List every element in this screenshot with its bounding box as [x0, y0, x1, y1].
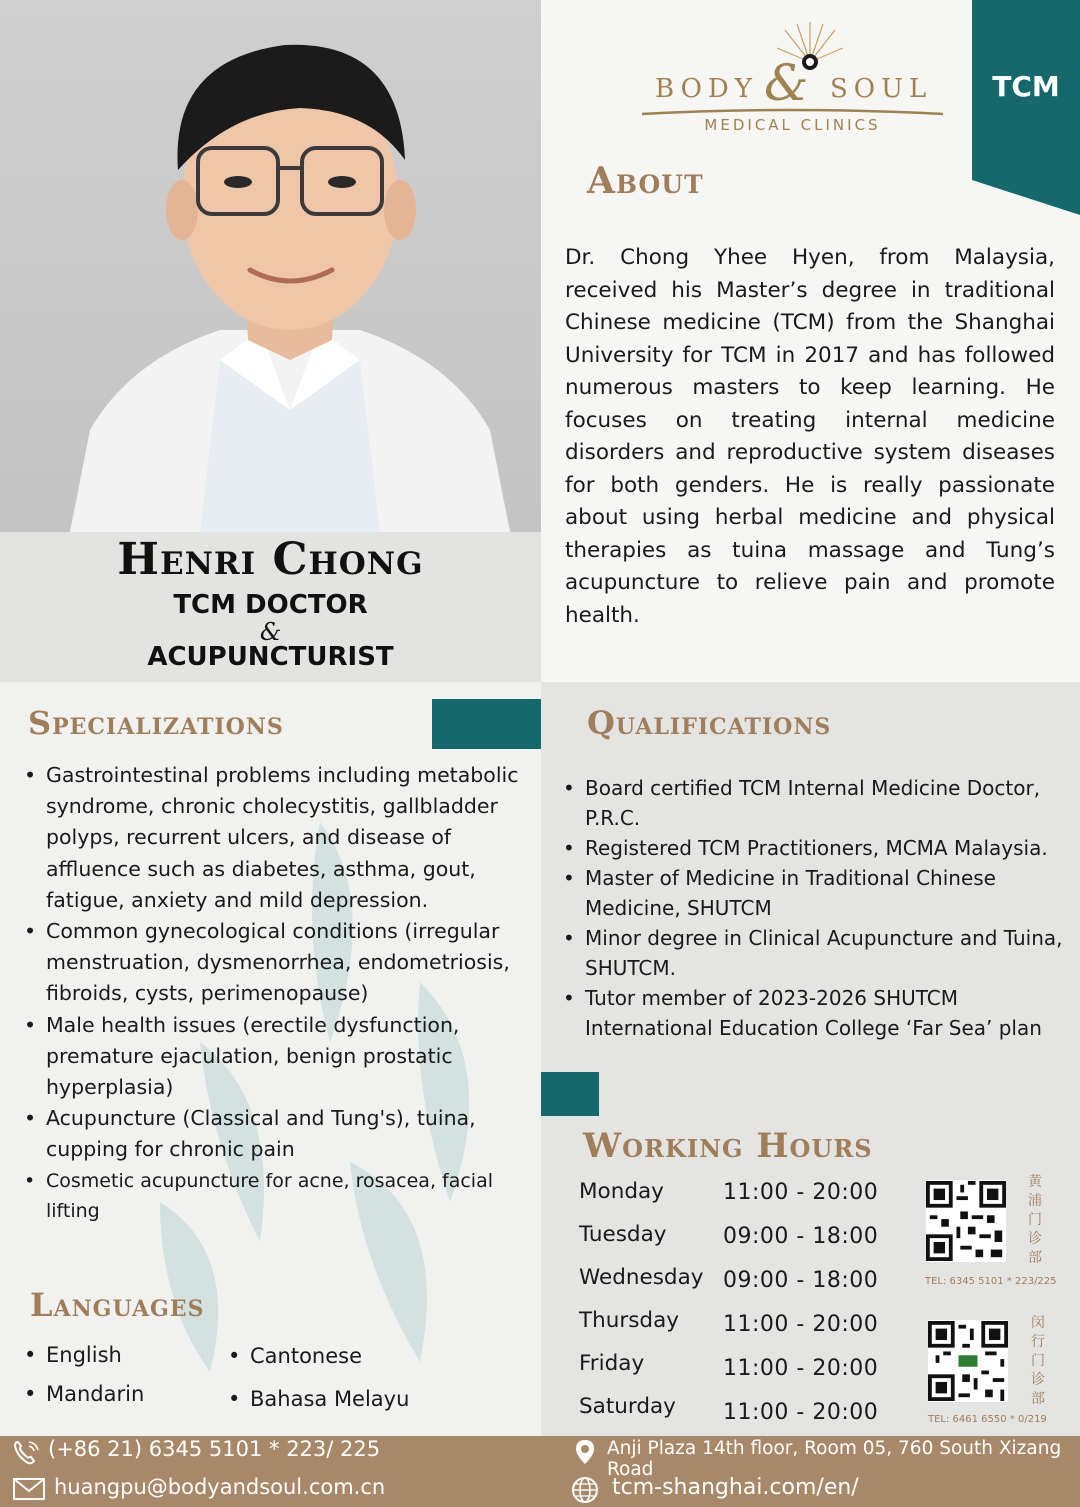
list-item: • Male health issues (erectile dysfunction, premature ejaculation, benign prostatic hyperplasia): [24, 1010, 524, 1104]
specializations-list: [24, 760, 524, 1226]
logo-word-soul: SOUL: [830, 74, 933, 104]
logo-word-body: BODY: [655, 74, 758, 104]
about-heading: About: [587, 160, 704, 202]
doctor-title-line2: ACUPUNCTURIST: [147, 642, 394, 672]
hours-time: 09:00 - 18:00: [723, 1224, 879, 1249]
logo-subtitle: MEDICAL CLINICS: [704, 116, 881, 134]
doctor-portrait-illustration: [70, 30, 510, 532]
list-item: • Gastrointestinal problems including metabolic syndrome, chronic cholecystitis, gallbladder polyps, recurrent ulcers, and disease of affluence such as diabetes, asthma, gout, fatigue, anxiety and mild depression.: [24, 760, 524, 916]
tcm-tab-background: [972, 0, 1080, 215]
doctor-name: Henri Chong: [117, 534, 424, 585]
location-pin-icon: [572, 1438, 598, 1466]
qr-label-chinese: 黄 浦 门 诊 部: [1028, 1174, 1042, 1266]
list-item: • Minor degree in Clinical Acupuncture and Tuina, SHUTCM.: [563, 923, 1073, 983]
logo-underline: [640, 108, 945, 116]
footer-email[interactable]: huangpu@bodyandsoul.com.cn: [54, 1475, 386, 1499]
globe-icon: [570, 1476, 600, 1504]
hours-time: 11:00 - 20:00: [723, 1400, 879, 1425]
language-item: • Cantonese: [228, 1344, 362, 1368]
list-item: • Acupuncture (Classical and Tung's), tuina, cupping for chronic pain: [24, 1103, 524, 1165]
doctor-title-ampersand: &: [259, 618, 282, 646]
language-item: • Mandarin: [24, 1382, 144, 1406]
clinic-logo: [640, 20, 945, 140]
footer-phone: (+86 21) 6345 5101 * 223/ 225: [48, 1437, 381, 1461]
languages-heading: Languages: [30, 1286, 205, 1324]
language-item: • Bahasa Melayu: [228, 1387, 409, 1411]
hours-time: 11:00 - 20:00: [723, 1356, 879, 1381]
list-item: • Common gynecological conditions (irregular menstruation, dysmenorrhea, endometriosis, fibroids, cysts, perimenopause): [24, 916, 524, 1010]
list-item: • Cosmetic acupuncture for acne, rosacea, facial lifting: [24, 1166, 524, 1226]
hours-day: Tuesday: [579, 1222, 667, 1247]
qr-telephone: TEL: 6461 6550 * 0/219: [928, 1414, 1047, 1425]
hours-day: Saturday: [579, 1394, 676, 1419]
list-item: • Board certified TCM Internal Medicine Doctor, P.R.C.: [563, 773, 1073, 833]
doctor-photo: [0, 0, 541, 532]
hours-day: Wednesday: [579, 1265, 704, 1290]
list-item: • Registered TCM Practitioners, MCMA Malaysia.: [563, 833, 1073, 863]
phone-icon: [12, 1438, 42, 1466]
language-item: • English: [24, 1343, 122, 1367]
footer-website[interactable]: tcm-shanghai.com/en/: [612, 1475, 859, 1500]
hours-day: Monday: [579, 1179, 664, 1204]
doctor-name-panel: [0, 532, 541, 682]
qr-label-chinese: 闵 行 门 诊 部: [1031, 1315, 1045, 1407]
hours-day: Thursday: [579, 1308, 679, 1333]
qualifications-heading: Qualifications: [587, 704, 832, 742]
list-item: • Master of Medicine in Traditional Chinese Medicine, SHUTCM: [563, 863, 1073, 923]
teal-accent-block: [432, 699, 541, 749]
qualifications-list: [563, 773, 1073, 1043]
hours-time: 11:00 - 20:00: [723, 1180, 879, 1205]
working-hours-heading: Working Hours: [583, 1126, 873, 1166]
teal-accent-block: [541, 1072, 599, 1116]
hours-time: 09:00 - 18:00: [723, 1268, 879, 1293]
qr-code-icon: [928, 1320, 1008, 1402]
list-item: • Tutor member of 2023-2026 SHUTCM International Education College ‘Far Sea’ plan: [563, 983, 1073, 1043]
specializations-heading: Specializations: [28, 704, 284, 742]
qr-code-icon: [926, 1180, 1006, 1262]
email-icon: [13, 1478, 45, 1500]
hours-time: 11:00 - 20:00: [723, 1312, 879, 1337]
doctor-title-line1: TCM DOCTOR: [173, 590, 368, 620]
tcm-tab-label: TCM: [992, 70, 1060, 103]
about-paragraph: Dr. Chong Yhee Hyen, from Malaysia, received his Master’s degree in traditional Chinese medicine (TCM) from the Shanghai University for TCM in 2017 and has followed numerous masters to keep learning. He focuses on treating internal medicine disorders and reproductive system diseases for both genders. He is really passionate about using herbal medicine and physical therapies as tuina massage and Tung’s acupuncture to relieve pain and promote health.: [565, 245, 1055, 628]
hours-day: Friday: [579, 1351, 645, 1376]
footer-address: Anji Plaza 14th floor, Room 05, 760 South Xizang Road: [607, 1438, 1062, 1480]
logo-ampersand: &: [764, 54, 809, 112]
qr-telephone: TEL: 6345 5101 * 223/225: [925, 1276, 1057, 1287]
